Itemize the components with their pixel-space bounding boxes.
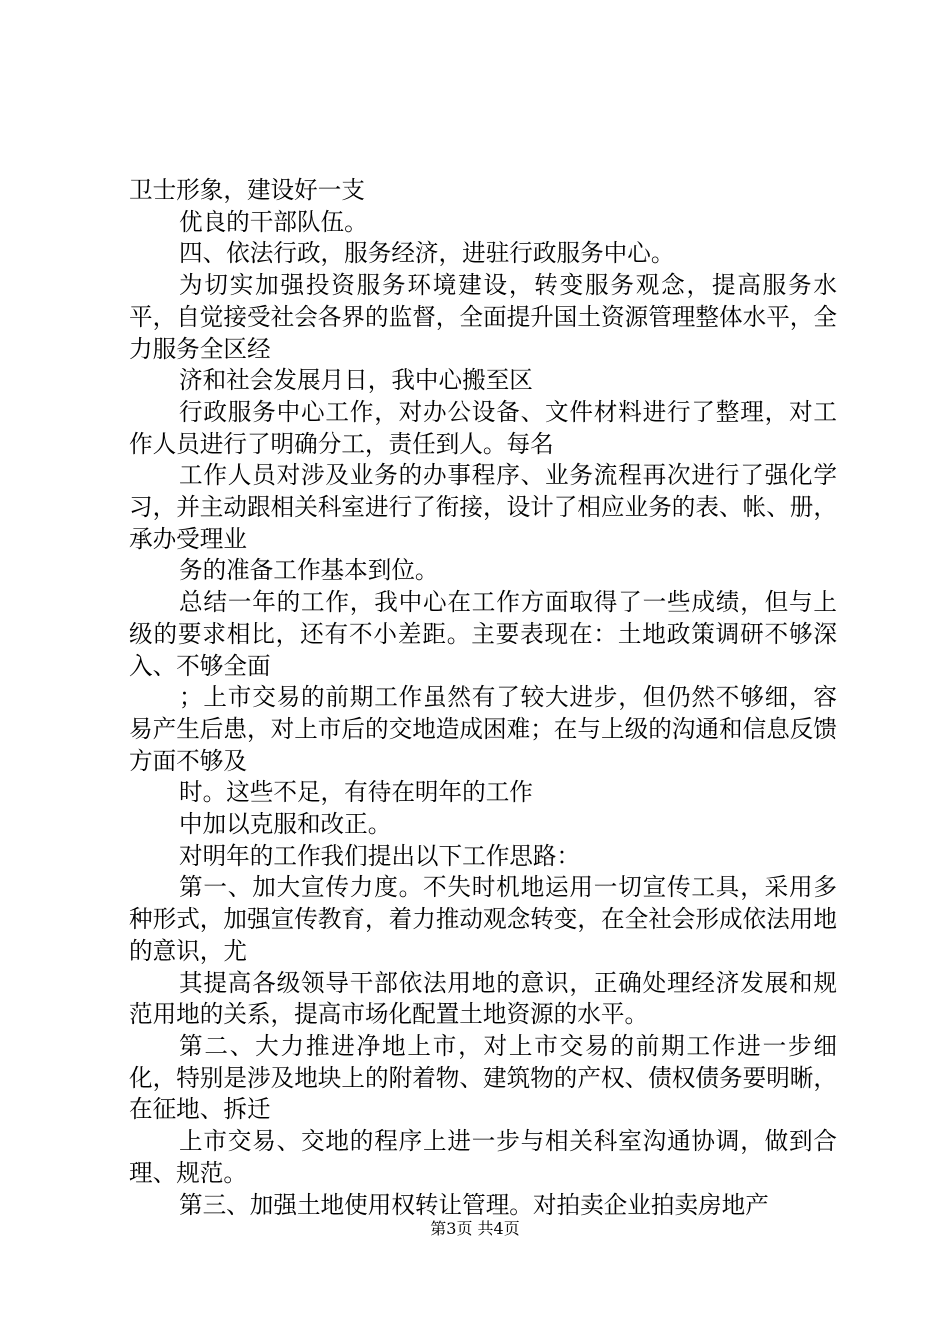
paragraph: 工作人员对涉及业务的办事程序、业务流程再次进行了强化学习，并主动跟相关科室进行了衔接，设计了相应业务的表、帐、册，承办受理业	[129, 461, 837, 553]
paragraph: 对明年的工作我们提出以下工作思路：	[179, 841, 581, 870]
paragraph: 优良的干部队伍。	[179, 207, 368, 236]
paragraph: 卫士形象，建设好一支	[129, 176, 365, 204]
paragraph: 中加以克服和改正。	[179, 810, 392, 839]
paragraph: 第一、加大宣传力度。不失时机地运用一切宣传工具，采用多种形式，加强宣传教育，着力推动观念转变，在全社会形成依法用地的意识，尤	[129, 873, 837, 965]
page-footer: 第3页 共4页	[430, 1219, 520, 1238]
paragraph: 时。这些不足，有待在明年的工作	[179, 778, 533, 807]
paragraph: 第三、加强土地使用权转让管理。对拍卖企业拍卖房地产	[179, 1190, 769, 1219]
paragraph: 第二、大力推进净地上市，对上市交易的前期工作进一步细化，特别是涉及地块上的附着物、建筑物的产权、债权债务要明晰，在征地、拆迁	[129, 1031, 837, 1124]
paragraph: 为切实加强投资服务环境建设，转变服务观念，提高服务水平，自觉接受社会各界的监督，全面提升国土资源管理整体水平，全力服务全区经	[129, 271, 837, 363]
paragraph: 济和社会发展月日，我中心搬至区	[179, 366, 533, 395]
section-heading: 四、依法行政，服务经济，进驻行政服务中心。	[179, 239, 675, 268]
document-body	[129, 175, 837, 1221]
paragraph: ；上市交易的前期工作虽然有了较大进步，但仍然不够细，容易产生后患，对上市后的交地造成困难；在与上级的沟通和信息反馈方面不够及	[129, 683, 837, 775]
paragraph: 总结一年的工作，我中心在工作方面取得了一些成绩，但与上级的要求相比，还有不小差距。主要表现在：土地政策调研不够深入、不够全面	[129, 588, 837, 680]
paragraph: 务的准备工作基本到位。	[179, 556, 439, 585]
paragraph: 其提高各级领导干部依法用地的意识，正确处理经济发展和规范用地的关系，提高市场化配置土地资源的水平。	[129, 968, 837, 1029]
paragraph: 行政服务中心工作，对办公设备、文件材料进行了整理，对工作人员进行了明确分工，责任到人。每名	[129, 397, 837, 458]
paragraph: 上市交易、交地的程序上进一步与相关科室沟通协调，做到合理、规范。	[129, 1127, 837, 1187]
